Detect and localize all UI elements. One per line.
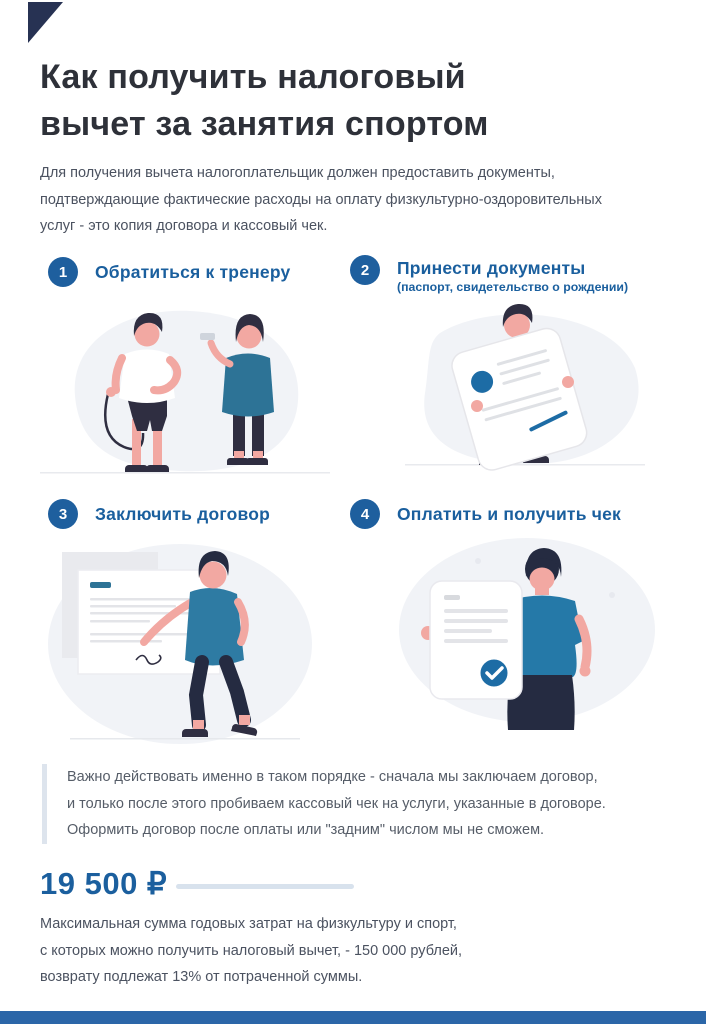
- step-2-subtitle: (паспорт, свидетельство о рождении): [397, 280, 629, 294]
- intro-line: Для получения вычета налогоплательщик должен предоставить документы,: [40, 165, 555, 181]
- step-4-badge: 4: [350, 499, 380, 529]
- deduction-amount: 19 500 ₽: [40, 866, 168, 901]
- step-3-title: Заключить договор: [95, 504, 271, 524]
- step-2-header: [350, 255, 628, 296]
- page-title: [40, 54, 660, 148]
- illustration-step-2-documents: [385, 298, 670, 473]
- amount-divider-line: [176, 884, 354, 889]
- intro-paragraph: [40, 160, 602, 240]
- step-1-title: Обратиться к тренеру: [95, 262, 291, 282]
- step-1-badge: 1: [48, 257, 78, 287]
- step-2-title: Принести документы: [397, 258, 586, 278]
- footer-accent-bar: [0, 1011, 706, 1024]
- page-title-line2: вычет за занятия спортом: [40, 105, 489, 143]
- intro-line: услуг - это копия договора и кассовый чек.: [40, 218, 328, 234]
- important-note-line: и только после этого пробиваем кассовый чек на услуги, указанные в договоре.: [67, 795, 606, 812]
- illustration-step-3-contract: [40, 532, 330, 747]
- important-note-line: Оформить договор после оплаты или "задним" числом мы не сможем.: [67, 822, 545, 838]
- step-4-title: Оплатить и получить чек: [397, 504, 621, 524]
- illustration-step-1-trainer: [40, 296, 330, 481]
- step-2-badge: 2: [350, 255, 380, 285]
- step-4-header: [350, 499, 621, 529]
- step-3-badge: 3: [48, 499, 78, 529]
- intro-line: подтверждающие фактические расходы на оплату физкультурно-оздоровительных: [40, 191, 602, 208]
- important-note-line: Важно действовать именно в таком порядке - сначала мы заключаем договор,: [67, 769, 598, 785]
- step-3-header: [48, 499, 270, 529]
- step-1-header: [48, 257, 290, 287]
- summary-line: возврату подлежат 13% от потраченной суммы.: [40, 969, 363, 985]
- corner-triangle-decoration: [28, 2, 63, 43]
- summary-line: с которых можно получить налоговый вычет, - 150 000 рублей,: [40, 942, 463, 959]
- important-note: [42, 764, 606, 844]
- page-title-line1: Как получить налоговый: [40, 58, 466, 96]
- summary-paragraph: [40, 911, 462, 991]
- illustration-step-4-receipt: [382, 535, 672, 730]
- summary-line: Максимальная сумма годовых затрат на физкультуру и спорт,: [40, 916, 457, 932]
- check-icon: [479, 658, 509, 688]
